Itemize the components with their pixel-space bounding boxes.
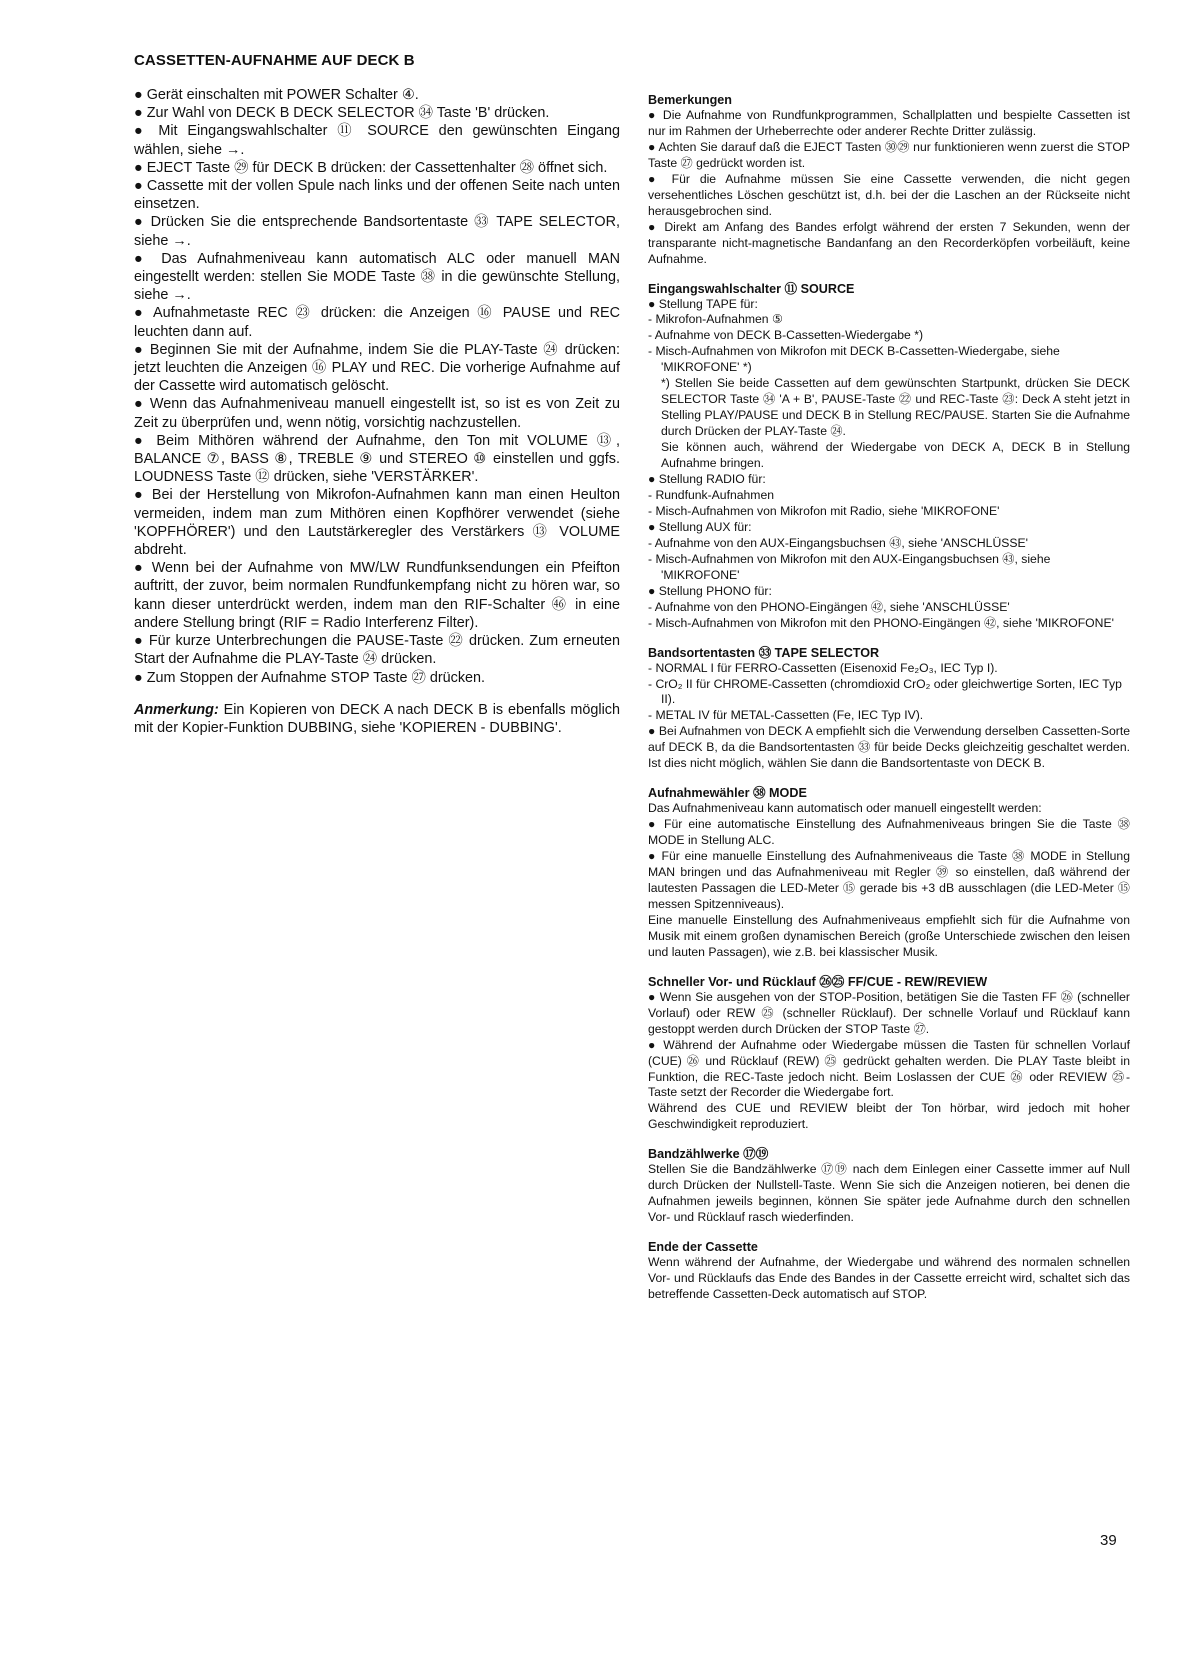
section-line: ● Für eine manuelle Einstellung des Aufnahmeniveaus die Taste ㊳ MODE in Stellung MAN bringen und das Aufnahmeniveau mit Regler ㊴ so einstellen, daß während der lautesten Passagen die LED-Meter ⑮ gerade bis +3 dB ausschlagen (die LED-Meter ⑮ messen Spitzenniveaus).	[648, 849, 1130, 911]
dash-list-item: - Misch-Aufnahmen von Mikrofon mit den PHONO-Eingängen ㊷, siehe 'MIKROFONE'	[648, 615, 1114, 630]
instruction-paragraph: ● Für kurze Unterbrechungen die PAUSE-Taste ㉒ drücken. Zum erneuten Start der Aufnahme die PLAY-Taste ㉔ drücken.	[134, 633, 620, 668]
instruction-paragraph: ● Wenn bei der Aufnahme von MW/LW Rundfunksendungen ein Pfeifton auftritt, der zuvor, beim normalen Rundfunkempfang nicht zu hören war, so kann dieser unterdrückt werden, indem man den RIF-Schalter ㊻ in eine andere Stellung bringt (RIF = Radio Interferenz Filter).	[134, 560, 620, 631]
remarks-section	[648, 785, 1130, 961]
section-heading: Ende der Cassette	[648, 1240, 758, 1255]
instruction-paragraph: ● Mit Eingangswahlschalter ⑪ SOURCE den gewünschten Eingang wählen, siehe →.	[134, 123, 620, 158]
instruction-paragraph: ● Bei der Herstellung von Mikrofon-Aufnahmen kann man einen Heulton vermeiden, indem man zum Mithören einen Kopfhörer verwendet (siehe 'KOPFHÖRER') und den Lautstärkeregler des Verstärkers ⑬ VOLUME abdreht.	[134, 487, 620, 559]
section-line: ● Direkt am Anfang des Bandes erfolgt während der ersten 7 Sekunden, wenn der transparante nicht-magnetische Bandanfang an den Recorderköpfen vorbeiläuft, keine Aufnahme.	[648, 219, 1130, 266]
dash-list-item: - METAL IV für METAL-Cassetten (Fe, IEC Typ IV).	[648, 708, 924, 723]
instructions-column	[134, 86, 620, 737]
instruction-paragraph: ● Cassette mit der vollen Spule nach links und der offenen Seite nach unten einsetzen.	[134, 178, 620, 213]
instruction-paragraph: ● Beim Mithören während der Aufnahme, den Ton mit VOLUME ⑬, BALANCE ⑦, BASS ⑧, TREBLE ⑨ und STEREO ⑩ einstellen und ggfs. LOUDNESS Taste ⑫ drücken, siehe 'VERSTÄRKER'.	[134, 432, 620, 486]
remarks-section	[648, 645, 1130, 773]
remarks-section	[648, 1146, 1130, 1226]
remarks-section	[648, 974, 1130, 1134]
section-heading: Schneller Vor- und Rücklauf ㉖㉕ FF/CUE - REW/REVIEW	[648, 974, 988, 989]
section-heading: Bandzählwerke ⑰⑲	[648, 1147, 769, 1162]
dash-list-item: - Misch-Aufnahmen von Mikrofon mit den AUX-Eingangsbuchsen ㊸, siehe 'MIKROFONE'	[648, 551, 1051, 582]
section-line: ● Wenn Sie ausgehen von der STOP-Position, betätigen Sie die Tasten FF ㉖ (schneller Vorlauf) oder REW ㉕ (schneller Rücklauf). Der schnelle Vorlauf und Rücklauf kann gestoppt werden durch Drücken der STOP Taste ㉗.	[648, 989, 1130, 1036]
remarks-column	[648, 92, 1130, 1316]
section-line: ● Stellung PHONO für:	[648, 583, 772, 598]
section-line: Eine manuelle Einstellung des Aufnahmeniveaus empfiehlt sich für die Aufnahme von Musik mit einem großen dynamischen Bereich (große Unterschiede zwischen den leisen und lauten Passagen), wie z.B. bei klassischer Musik.	[648, 912, 1130, 959]
section-line: ● Für eine automatische Einstellung des Aufnahmeniveaus bringen Sie die Taste ㊳ MODE in Stellung ALC.	[648, 817, 1130, 848]
instruction-paragraph: ● Das Aufnahmeniveau kann automatisch ALC oder manuell MAN eingestellt werden: stellen Sie MODE Taste ㊳ in die gewünschte Stellung, siehe →.	[134, 250, 620, 304]
note-text: Ein Kopieren von DECK A nach DECK B is ebenfalls möglich mit der Kopier-Funktion DUBBING, siehe 'KOPIEREN - DUBBING'.	[134, 701, 620, 736]
section-line: ● Für die Aufnahme müssen Sie eine Cassette verwenden, die nicht gegen versehentliches Löschen geschützt ist, d.h. bei der die Laschen an der Rückseite nicht herausgebrochen sind.	[648, 171, 1130, 218]
section-line: ● Die Aufnahme von Rundfunkprogrammen, Schallplatten und bespielte Cassetten ist nur im Rahmen der Urheberrechte oder anderer Rechte Dritter zulässig.	[648, 108, 1130, 138]
section-line: ● Bei Aufnahmen von DECK A empfiehlt sich die Verwendung derselben Cassetten-Sorte auf DECK B, da die Bandsortentasten ㉝ für beide Decks gleichzeitig geschaltet werden. Ist dies nicht möglich, wählen Sie dann die Bandsortentaste von DECK B.	[648, 724, 1130, 771]
page-title: CASSETTEN-AUFNAHME AUF DECK B	[134, 52, 415, 69]
dash-list-item: - Aufnahme von den AUX-Eingangsbuchsen ㊸, siehe 'ANSCHLÜSSE'	[648, 535, 1028, 550]
dash-list-item: - NORMAL I für FERRO-Cassetten (Eisenoxid Fe₂O₃, IEC Typ I).	[648, 660, 998, 675]
section-line: Wenn während der Aufnahme, der Wiedergabe und während des normalen schnellen Vor- und Rücklaufs das Ende des Bandes in der Cassette erreicht wird, schaltet sich das betreffende Cassetten-Deck automatisch auf STOP.	[648, 1255, 1130, 1302]
instruction-paragraph: ● Wenn das Aufnahmeniveau manuell eingestellt ist, so ist es von Zeit zu Zeit zu überprüfen und, wenn nötig, vorsichtig nachzustellen.	[134, 396, 620, 431]
instruction-paragraph: ● Zum Stoppen der Aufnahme STOP Taste ㉗ drücken.	[134, 669, 486, 686]
section-line: Während des CUE und REVIEW bleibt der Ton hörbar, wird jedoch mit hoher Geschwindigkeit reproduziert.	[648, 1101, 1130, 1132]
section-heading: Bemerkungen	[648, 93, 732, 107]
section-heading: Bandsortentasten ㉝ TAPE SELECTOR	[648, 645, 880, 660]
dash-list-item: - Aufnahme von den PHONO-Eingängen ㊷, siehe 'ANSCHLÜSSE'	[648, 599, 1010, 614]
section-line: ● Stellung AUX für:	[648, 519, 752, 534]
section-line: Das Aufnahmeniveau kann automatisch oder manuell eingestellt werden:	[648, 801, 1042, 816]
section-line: ● Während der Aufnahme oder Wiedergabe müssen die Tasten für schnellen Vorlauf (CUE) ㉖ und Rücklauf (REW) ㉕ gedrückt gehalten werden. Die PLAY Taste bleibt in Funktion, die REC-Taste jedoch nicht. Beim Loslassen der CUE ㉖ oder REVIEW ㉕-Taste setzt der Recorder die Wiedergabe fort.	[648, 1037, 1130, 1100]
instruction-paragraph: ● Gerät einschalten mit POWER Schalter ④.	[134, 87, 419, 103]
dash-list-item: - Misch-Aufnahmen von Mikrofon mit DECK B-Cassetten-Wiedergabe, siehe 'MIKROFONE' *)	[648, 344, 1060, 375]
dash-list-item: - Rundfunk-Aufnahmen	[648, 487, 775, 502]
remarks-section	[648, 1239, 1130, 1303]
section-line: Sie können auch, während der Wiedergabe von DECK A, DECK B in Stellung Aufnahme bringen.	[661, 440, 1130, 471]
note-label: Anmerkung:	[134, 701, 219, 718]
instruction-paragraph: ● Zur Wahl von DECK B DECK SELECTOR ㉞ Taste 'B' drücken.	[134, 105, 550, 122]
remarks-section	[648, 92, 1130, 268]
instruction-paragraph: ● Beginnen Sie mit der Aufnahme, indem Sie die PLAY-Taste ㉔ drücken: jetzt leuchten die Anzeigen ⑯ PLAY und REC. Die vorherige Aufnahme auf der Cassette wird automatisch gelöscht.	[134, 341, 620, 395]
section-heading: Eingangswahlschalter ⑪ SOURCE	[648, 281, 855, 296]
dash-list-item: - Aufnahme von DECK B-Cassetten-Wiedergabe *)	[648, 328, 924, 343]
instruction-paragraph: ● Aufnahmetaste REC ㉓ drücken: die Anzeigen ⑯ PAUSE und REC leuchten dann auf.	[134, 305, 620, 340]
remarks-section	[648, 281, 1130, 632]
section-line: Stellen Sie die Bandzählwerke ⑰⑲ nach dem Einlegen einer Cassette immer auf Null durch Drücken der Nullstell-Taste. Wenn Sie sich die Anzeigen notieren, bei denen die Aufnahmen jeweils beginnen, können Sie später jede Aufnahme durch den schnellen Vor- und Rücklauf rasch wiederfinden.	[648, 1162, 1130, 1225]
section-line: ● Achten Sie darauf daß die EJECT Tasten ㉚㉙ nur funktionieren wenn zuerst die STOP Taste ㉗ gedrückt worden ist.	[648, 139, 1130, 170]
instruction-paragraph: ● Drücken Sie die entsprechende Bandsortentaste ㉝ TAPE SELECTOR, siehe →.	[134, 214, 620, 249]
section-line: *) Stellen Sie beide Cassetten auf dem gewünschten Startpunkt, drücken Sie DECK SELECTOR Taste ㉞ 'A + B', PAUSE-Taste ㉒ und REC-Taste ㉓: Deck A steht jetzt in Stelling PLAY/PAUSE und DECK B in Stellung REC/PAUSE. Starten Sie die Aufnahme durch Drücken der PLAY-Taste ㉔.	[661, 376, 1130, 439]
section-heading: Aufnahmewähler ㊳ MODE	[648, 786, 807, 801]
section-line: ● Stellung TAPE für:	[648, 296, 758, 311]
instruction-paragraph: ● EJECT Taste ㉙ für DECK B drücken: der Cassettenhalter ㉘ öffnet sich.	[134, 159, 608, 176]
page-number: 39	[1100, 1532, 1117, 1549]
dash-list-item: - Misch-Aufnahmen von Mikrofon mit Radio, siehe 'MIKROFONE'	[648, 503, 1000, 518]
dash-list-item: - Mikrofon-Aufnahmen ⑤	[648, 312, 783, 327]
note-paragraph	[134, 701, 620, 737]
section-line: ● Stellung RADIO für:	[648, 472, 766, 487]
dash-list-item: - CrO₂ II für CHROME-Cassetten (chromdioxid CrO₂ oder gleichwertige Sorten, IEC Typ II).	[648, 676, 1122, 707]
